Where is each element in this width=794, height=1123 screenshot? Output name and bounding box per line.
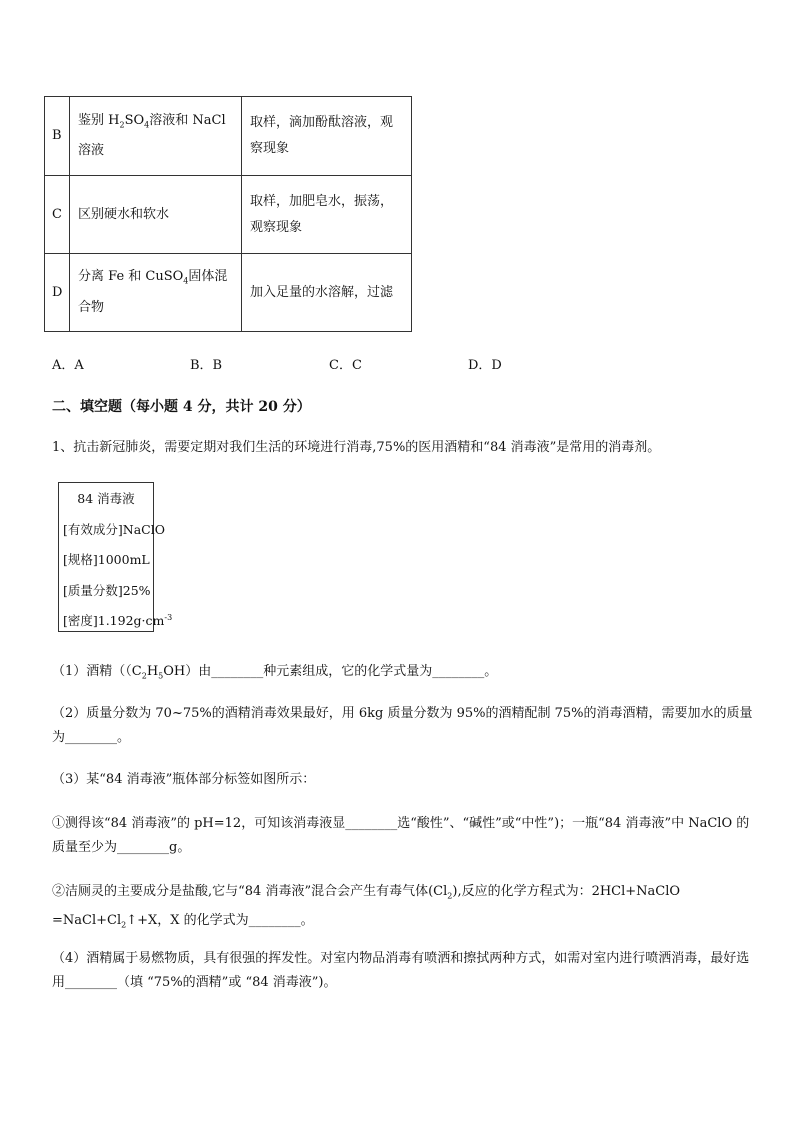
row-task: 分离 Fe 和 CuSO$_4$固体混合物 bbox=[70, 254, 242, 332]
table-row bbox=[45, 97, 412, 176]
question-1-part-4: （4）酒精属于易燃物质，具有很强的挥发性。对室内物品消毒有喷洒和擦拭两种方式，如需对室内进行喷洒消毒，最好选用________（填 “75%的酒精”或 “84 消毒液”)。 bbox=[52, 951, 750, 990]
row-key: C bbox=[45, 176, 70, 254]
label-title: 84 消毒液 bbox=[77, 491, 135, 506]
row-task: 鉴别 $H_2SO_4$溶液和 NaCl 溶液 bbox=[70, 97, 242, 176]
choice-a[interactable]: A．A bbox=[52, 358, 84, 373]
label-spec: [规格]1000mL bbox=[63, 552, 150, 567]
row-key: D bbox=[45, 254, 70, 332]
row-key: B bbox=[45, 97, 70, 176]
question-1-intro: 1、抗击新冠肺炎，需要定期对我们生活的环境进行消毒,75%的医用酒精和“84 消毒液”是常用的消毒剂。 bbox=[52, 440, 661, 455]
question-1-part-3a: ①测得该“84 消毒液”的 pH=12，可知该消毒液显________选“酸性”、“碱性”或“中性”)；一瓶“84 消毒液”中 NaClO 的质量至少为________g。 bbox=[52, 816, 750, 855]
options-table bbox=[44, 96, 412, 332]
table-row bbox=[45, 176, 412, 254]
row-method: 加入足量的水溶解，过滤 bbox=[242, 254, 412, 332]
disinfectant-label bbox=[58, 482, 173, 632]
section-heading: 二、填空题（每小题 4 分，共计 20 分） bbox=[52, 399, 311, 415]
label-density: [密度]$1.192g\cdot cm^{-3}$ bbox=[63, 612, 173, 628]
question-1-part-2: （2）质量分数为 70~75%的酒精消毒效果最好，用 6kg 质量分数为 95%的酒精配制 75%的消毒酒精，需要加水的质量为________。 bbox=[52, 706, 753, 745]
label-ingredient: [有效成分]NaClO bbox=[63, 522, 165, 537]
choice-b[interactable]: B．B bbox=[190, 358, 223, 373]
choice-d[interactable]: D．D bbox=[468, 358, 502, 373]
row-task: 区别硬水和软水 bbox=[70, 176, 242, 254]
row-method: 取样，加肥皂水，振荡，观察现象 bbox=[242, 176, 412, 254]
answer-choices bbox=[52, 354, 752, 374]
row-method: 取样，滴加酚酞溶液，观察现象 bbox=[242, 97, 412, 176]
label-mass-fraction: [质量分数]25% bbox=[63, 583, 151, 598]
question-1-part-3b: ②洁厕灵的主要成分是盐酸,它与“84 消毒液”混合会产生有毒气体$(Cl_2)$,反应的化学方程式为：2HCl+NaClO $=NaCl+Cl_2↑+X$，X 的化学式为________。 bbox=[52, 884, 681, 930]
question-1-part-1: （1）酒精（$(C_2H_5OH)$由________种元素组成，它的化学式量为________。 bbox=[52, 664, 498, 681]
choice-c[interactable]: C．C bbox=[329, 358, 362, 373]
question-1-part-3: （3）某“84 消毒液”瓶体部分标签如图所示： bbox=[52, 772, 316, 787]
table-row bbox=[45, 254, 412, 332]
